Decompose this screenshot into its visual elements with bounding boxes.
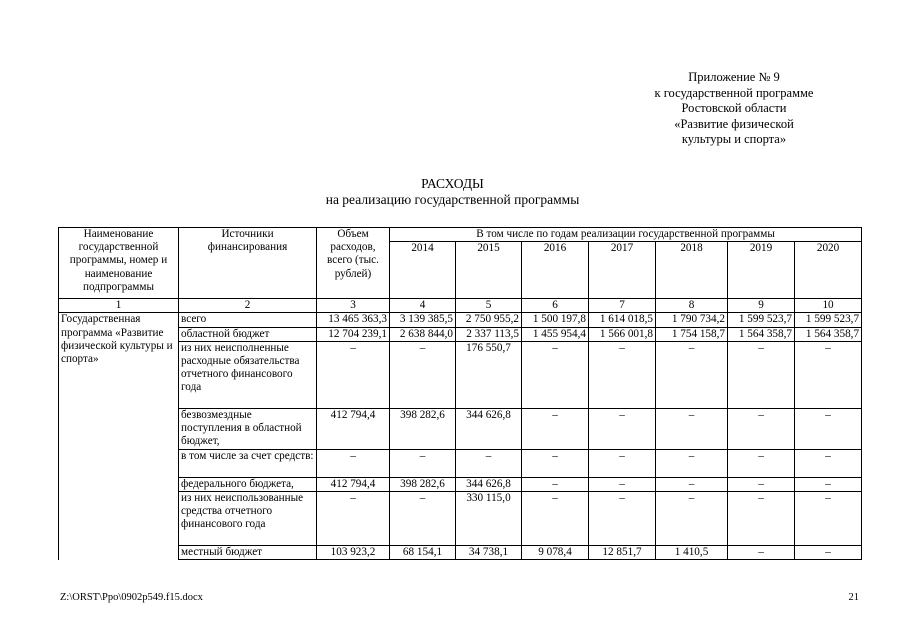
table-row (59, 492, 862, 546)
value-cell: – (728, 546, 795, 560)
value-cell: – (390, 492, 456, 546)
column-number: 7 (589, 299, 656, 313)
value-cell: – (522, 449, 589, 477)
value-cell: – (317, 492, 390, 546)
value-cell: 344 626,8 (456, 477, 522, 491)
value-cell: 1 410,5 (656, 546, 728, 560)
table-row (59, 477, 862, 491)
value-cell: 344 626,8 (456, 408, 522, 449)
table-row (59, 327, 862, 341)
title-line-2: на реализацию государственной программы (325, 192, 580, 207)
source-cell: федерального бюджета, (179, 477, 317, 491)
value-cell: 1 500 197,8 (522, 313, 589, 327)
header-name: Наименование государственной программы, номер и наименование подпрограммы (59, 228, 179, 299)
table-row (59, 546, 862, 560)
appendix-line: Приложение № 9 (688, 70, 780, 84)
value-cell: – (390, 341, 456, 408)
header-year: 2014 (390, 242, 456, 299)
value-cell: 13 465 363,3 (317, 313, 390, 327)
value-cell: – (589, 341, 656, 408)
value-cell: 12 851,7 (589, 546, 656, 560)
header-year: 2017 (589, 242, 656, 299)
value-cell: – (522, 492, 589, 546)
value-cell: 1 564 358,7 (728, 327, 795, 341)
value-cell: – (656, 492, 728, 546)
value-cell: 1 566 001,8 (589, 327, 656, 341)
value-cell: – (656, 408, 728, 449)
value-cell: 2 638 844,0 (390, 327, 456, 341)
expenses-table (58, 227, 862, 560)
value-cell: – (656, 477, 728, 491)
header-year: 2019 (728, 242, 795, 299)
value-cell: – (795, 546, 862, 560)
header-year: 2016 (522, 242, 589, 299)
header-volume: Объем расходов, всего (тыс. рублей) (317, 228, 390, 299)
value-cell: – (728, 492, 795, 546)
value-cell: – (589, 492, 656, 546)
value-cell: 9 078,4 (522, 546, 589, 560)
value-cell: 1 614 018,5 (589, 313, 656, 327)
appendix-header (624, 70, 844, 148)
header-year: 2018 (656, 242, 728, 299)
source-cell: из них неиспользованные средства отчетного финансового года (179, 492, 317, 546)
column-number: 5 (456, 299, 522, 313)
value-cell: – (589, 477, 656, 491)
column-number: 10 (795, 299, 862, 313)
table-row (59, 449, 862, 477)
column-number: 4 (390, 299, 456, 313)
source-cell: областной бюджет (179, 327, 317, 341)
value-cell: – (522, 408, 589, 449)
value-cell: 1 564 358,7 (795, 327, 862, 341)
header-row-1 (59, 228, 862, 242)
value-cell: 330 115,0 (456, 492, 522, 546)
value-cell: 1 790 734,2 (656, 313, 728, 327)
value-cell: 176 550,7 (456, 341, 522, 408)
column-number: 6 (522, 299, 589, 313)
value-cell: 34 738,1 (456, 546, 522, 560)
value-cell: 1 754 158,7 (656, 327, 728, 341)
value-cell: – (728, 341, 795, 408)
value-cell: – (795, 449, 862, 477)
header-year: 2020 (795, 242, 862, 299)
value-cell: 1 599 523,7 (795, 313, 862, 327)
footer-file-path: Z:\ORST\Ppo\0902p549.f15.docx (60, 592, 203, 603)
value-cell: 1 599 523,7 (728, 313, 795, 327)
source-cell: из них неисполненные расходные обязательства отчетного финансового года (179, 341, 317, 408)
appendix-line: «Развитие физической (674, 116, 794, 131)
appendix-line: к государственной программе (654, 85, 814, 100)
value-cell: 2 337 113,5 (456, 327, 522, 341)
appendix-line: культуры и спорта» (681, 132, 787, 146)
value-cell: – (656, 341, 728, 408)
value-cell: 12 704 239,1 (317, 327, 390, 341)
value-cell: 412 794,4 (317, 477, 390, 491)
appendix-line: Ростовской области (681, 101, 787, 115)
source-cell: местный бюджет (179, 546, 317, 560)
value-cell: – (456, 449, 522, 477)
value-cell: – (728, 449, 795, 477)
value-cell: 1 455 954,4 (522, 327, 589, 341)
document-title (0, 176, 905, 208)
value-cell: 103 923,2 (317, 546, 390, 560)
column-number: 3 (317, 299, 390, 313)
value-cell: 68 154,1 (390, 546, 456, 560)
table-row (59, 408, 862, 449)
value-cell: – (728, 477, 795, 491)
header-years-group: В том числе по годам реализации государственной программы (390, 228, 862, 242)
value-cell: – (589, 408, 656, 449)
value-cell: 398 282,6 (390, 477, 456, 491)
source-cell: безвозмездные поступления в областной бюджет, (179, 408, 317, 449)
column-number: 8 (656, 299, 728, 313)
source-cell: всего (179, 313, 317, 327)
header-source: Источники финансирования (179, 228, 317, 299)
value-cell: – (795, 492, 862, 546)
column-number-row (59, 299, 862, 313)
source-cell: в том числе за счет средств: (179, 449, 317, 477)
footer-page-number: 21 (848, 592, 859, 603)
value-cell: – (522, 477, 589, 491)
value-cell: – (390, 449, 456, 477)
program-name-cell: Государственная программа «Развитие физической культуры и спорта» (59, 313, 179, 560)
value-cell: – (317, 449, 390, 477)
value-cell: – (522, 341, 589, 408)
value-cell: – (317, 341, 390, 408)
column-number: 2 (179, 299, 317, 313)
title-line-1: РАСХОДЫ (421, 176, 484, 191)
value-cell: – (589, 449, 656, 477)
value-cell: 3 139 385,5 (390, 313, 456, 327)
value-cell: – (795, 341, 862, 408)
value-cell: – (795, 477, 862, 491)
column-number: 1 (59, 299, 179, 313)
value-cell: – (728, 408, 795, 449)
value-cell: – (795, 408, 862, 449)
value-cell: 398 282,6 (390, 408, 456, 449)
column-number: 9 (728, 299, 795, 313)
value-cell: – (656, 449, 728, 477)
table-row (59, 313, 862, 327)
header-year: 2015 (456, 242, 522, 299)
table-row (59, 341, 862, 408)
value-cell: 412 794,4 (317, 408, 390, 449)
value-cell: 2 750 955,2 (456, 313, 522, 327)
